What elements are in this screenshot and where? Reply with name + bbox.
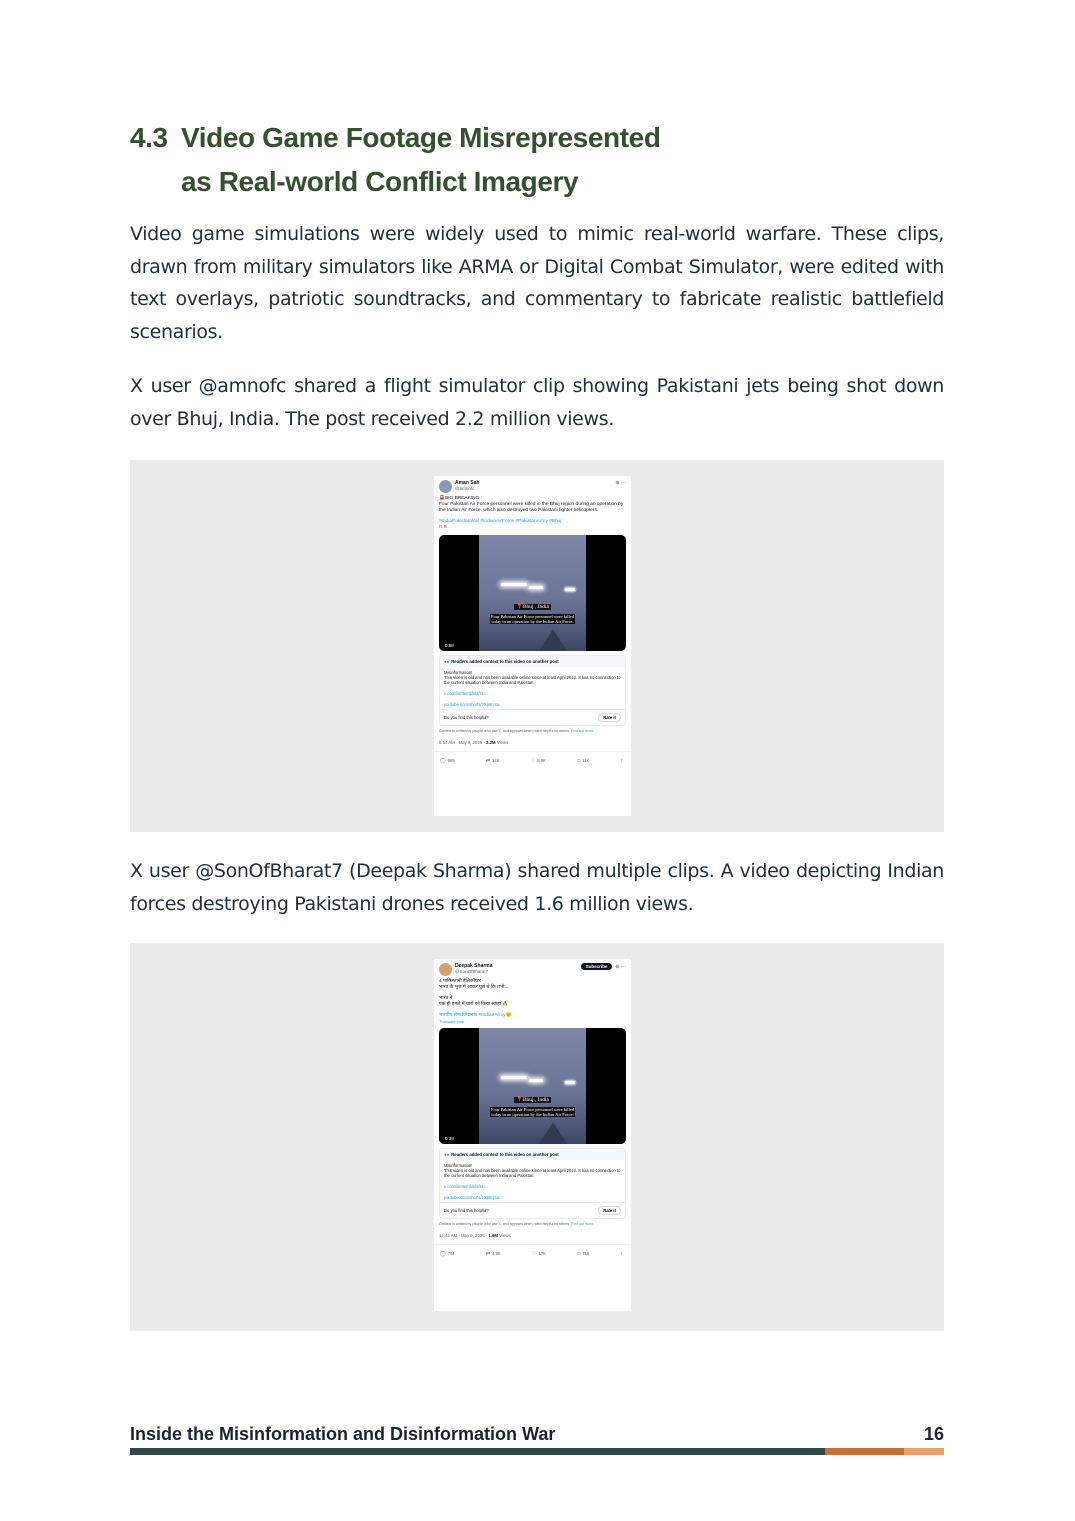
- tweet-header: [434, 476, 631, 494]
- bookmark-button[interactable]: □ 716: [577, 1251, 590, 1258]
- footer-bar-light: [904, 1448, 944, 1455]
- jet-glow: [529, 1079, 543, 1082]
- jet-glow: [565, 588, 575, 591]
- tweet-more-icon[interactable]: ⊕ ···: [615, 480, 626, 486]
- heart-icon: ♡: [531, 1251, 537, 1258]
- figure-tweet-1: [130, 460, 944, 832]
- tweet-more-icon[interactable]: ⊕ ···: [615, 963, 626, 970]
- note-text: This video is old and has been available online since at least April 2022. It has no connection to the current situation between India and Pakistan.: [444, 1168, 621, 1178]
- tweet-text-line: भारत के भुज में आकर घुसे थे कि तभी...: [439, 985, 509, 990]
- body-paragraph-2: X user @amnofc shared a flight simulator clip showing Pakistani jets being shot down over Bhuj, India. The post received 2.2 million views.: [130, 375, 944, 430]
- tweet-emphasis: !! !!: [439, 525, 447, 530]
- footer-bar-dark: [130, 1448, 825, 1455]
- tweet-video[interactable]: [439, 535, 626, 651]
- note-link[interactable]: x.com/ilimtemblets/st...: [444, 691, 487, 696]
- tweet-body: [434, 977, 631, 1025]
- body-paragraph-1: Video game simulations were widely used to mimic real-world warfare. These clips, drawn from military simulators like ARMA or Digital Combat Simulator, were edited with text overlays, patriotic soundtracks, and commentary to fabricate realistic battlefield scenarios.: [130, 223, 944, 343]
- video-caption-line: Four Pakistan Air Force personnel were killed: [491, 1107, 574, 1112]
- jet-glow: [565, 1081, 575, 1084]
- bookmark-icon: □: [577, 758, 581, 765]
- view-count: 1.6M: [488, 1233, 499, 1239]
- note-question: Do you find this helpful?: [444, 1208, 489, 1213]
- reply-icon: ◯: [440, 1251, 446, 1258]
- tweet-author-name[interactable]: Deepak Sharma: [455, 963, 493, 969]
- community-note-header: ●● Readers added context to this video on another post: [440, 656, 625, 667]
- mountain-silhouette: [539, 629, 567, 651]
- repost-button[interactable]: ⇄ 4.9K: [485, 1251, 501, 1258]
- tweet-text-line: 4 पाकिस्तानी हेलिकॉप्टर: [439, 979, 481, 984]
- video-frame: [479, 1028, 586, 1144]
- tweet-author-name[interactable]: Aman Sah: [455, 480, 480, 486]
- tweet-text-line: Four Pakistan Air Force personnel were killed in the Bhuj region during an operation by the Indian Air Force, which also destroyed two Pakistani fighter helicopters.: [439, 502, 624, 513]
- bookmark-icon: □: [577, 1251, 581, 1258]
- heart-icon: ♡: [530, 758, 536, 765]
- section-title-line1: Video Game Footage Misrepresented: [181, 122, 661, 153]
- tweet-text-line: भारत ने: [439, 996, 453, 1001]
- tweet-author-handle[interactable]: @SonOfBharat7: [455, 969, 489, 974]
- tweet-body: [434, 494, 631, 531]
- reply-icon: ◯: [440, 758, 446, 765]
- tweet-hashtags[interactable]: भारतीय सेना जिंदाबाद #IndianArmy🌞: [439, 1013, 512, 1018]
- tweet-video[interactable]: [439, 1028, 626, 1144]
- jet-glow: [501, 583, 527, 586]
- video-caption-line: today in an operation by the Indian Air Force.: [491, 619, 574, 625]
- note-text: This video is old and has been available online since at least April 2022. It has no connection to the current situation between India and Pakistan.: [444, 675, 621, 685]
- reply-button[interactable]: ◯ 784: [440, 1251, 455, 1258]
- note-link[interactable]: youtube.com/shorts/zXp9rcsa...: [444, 1195, 503, 1200]
- mountain-silhouette: [539, 1122, 567, 1144]
- jet-glow: [529, 586, 543, 589]
- figure-tweet-2: [130, 943, 944, 1331]
- video-duration: 0:58: [445, 643, 454, 648]
- footer-title: Inside the Misinformation and Disinformation War: [130, 1424, 556, 1444]
- tweet-meta: 12:43 AM · May 9, 2025 · 1.6M Views: [439, 1233, 511, 1239]
- rate-it-button[interactable]: Rate it: [598, 713, 621, 722]
- like-button[interactable]: ♡ 17K: [531, 1251, 546, 1258]
- page-number: 16: [923, 1424, 944, 1444]
- note-fine-print: Context is written by people who use X, and appears when rated helpful by others. Find out more.: [439, 1222, 595, 1226]
- like-button[interactable]: ♡ 8.9K: [530, 758, 546, 765]
- tweet-hashtags[interactable]: #IndiaPakistanWar #IndianAirForce #PakistanArmy #Bhuj: [439, 519, 562, 524]
- video-caption-line: Four Pakistan Air Force personnel were killed: [491, 614, 574, 619]
- reply-button[interactable]: ◯ 989: [440, 758, 455, 765]
- community-note: [439, 1148, 626, 1219]
- translate-post-link[interactable]: Translate post: [439, 1019, 465, 1024]
- jet-glow: [501, 1076, 527, 1079]
- body-paragraph-3: X user @SonOfBharat7 (Deepak Sharma) shared multiple clips. A video depicting Indian forces destroying Pakistani drones received 1.6 million views.: [130, 860, 944, 915]
- rate-it-button[interactable]: Rate it: [598, 1206, 621, 1215]
- section-number: 4.3: [130, 122, 168, 153]
- section-title-line2: as Real-world Conflict Imagery: [181, 166, 579, 197]
- tweet-meta: 5:54 AM · May 8, 2025 · 2.2M Views: [439, 740, 509, 746]
- avatar[interactable]: [439, 963, 452, 976]
- tweet-actions: [434, 751, 631, 768]
- tweet-text-line: एक ही हमले में चारों को किया स्वाहा 🔥: [439, 1002, 509, 1007]
- share-icon: ↑: [620, 758, 623, 765]
- tweet-card: [434, 959, 631, 1311]
- note-title: Misinformation!: [444, 670, 473, 675]
- subscribe-button[interactable]: Subscribe: [581, 963, 613, 970]
- community-note: [439, 655, 626, 726]
- repost-button[interactable]: ⇄ 13K: [485, 758, 500, 765]
- people-icon: ●●: [444, 1152, 450, 1157]
- video-location-caption: 📍Bhuj , India: [516, 1097, 549, 1103]
- repost-icon: ⇄: [485, 1251, 491, 1258]
- share-button[interactable]: [620, 1251, 625, 1257]
- note-fine-print: Context is written by people who use X, and appears when rated helpful by others. Find out more.: [439, 729, 595, 733]
- section-heading: [130, 116, 830, 204]
- find-out-more-link[interactable]: Find out more.: [571, 729, 595, 733]
- note-link[interactable]: x.com/ilimtemblets/st...: [444, 1184, 487, 1189]
- video-frame: [479, 535, 586, 651]
- view-count: 2.2M: [486, 740, 496, 746]
- tweet-actions: [434, 1244, 631, 1261]
- note-title: Misinformation!: [444, 1163, 473, 1168]
- video-location-caption: 📍Bhuj , India: [516, 604, 549, 610]
- repost-icon: ⇄: [485, 758, 491, 765]
- bookmark-button[interactable]: □ 11K: [577, 758, 590, 765]
- tweet-text-line: 🚨BIG BREAKING :: [439, 496, 483, 501]
- tweet-header: [434, 959, 631, 977]
- tweet-author-handle[interactable]: @amnofc: [455, 486, 475, 491]
- people-icon: ●●: [444, 659, 450, 664]
- video-duration: 0:38: [445, 1136, 454, 1141]
- community-note-header: ●● Readers added context to this video on another post: [440, 1149, 625, 1160]
- share-button[interactable]: [620, 758, 625, 764]
- note-link[interactable]: youtube.com/shorts/zXp9rcsa...: [444, 702, 503, 707]
- tweet-card: [434, 476, 631, 816]
- footer-color-bar: [130, 1448, 944, 1455]
- share-icon: ↑: [620, 1251, 623, 1258]
- footer-bar-orange: [825, 1448, 904, 1455]
- avatar[interactable]: [439, 480, 452, 493]
- find-out-more-link[interactable]: Find out more.: [571, 1222, 595, 1226]
- note-question: Do you find this helpful?: [444, 715, 489, 720]
- video-caption-line: today in an operation by the Indian Air Force.: [491, 1112, 574, 1118]
